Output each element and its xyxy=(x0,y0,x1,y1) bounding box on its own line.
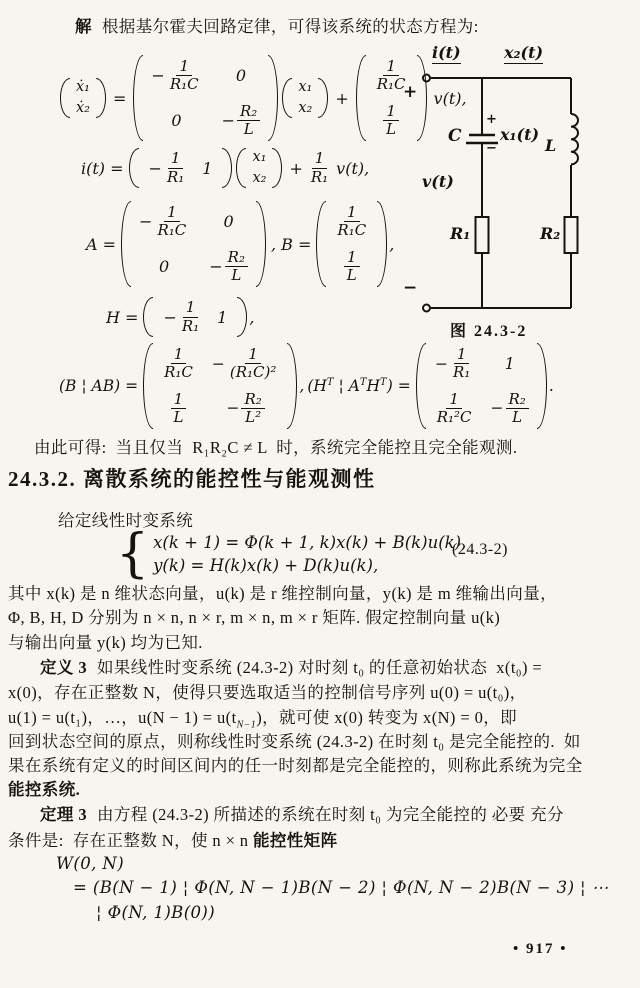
output-equation xyxy=(78,145,369,191)
theorem3-line1: 定理 3 由方程 (24.3-2) 所描述的系统在时刻 t₀ 为完全能控的 必要 充分 xyxy=(40,805,564,824)
comma: , xyxy=(249,307,255,327)
right-paren xyxy=(272,148,282,187)
definition3-line2: x(0)，存在正整数 N，使得只要选取适当的控制信号序列 u(0) = u(t₀)， xyxy=(8,683,527,702)
b-vector xyxy=(316,201,387,287)
definition3-line6: 能控系统. xyxy=(8,780,81,799)
vt-suffix: v(t), xyxy=(336,158,370,178)
ctrb-matrix xyxy=(143,343,297,429)
resistor-r1-body xyxy=(476,217,489,253)
b2-fraction: $\frac{1}{L}$ xyxy=(344,249,360,285)
left-paren xyxy=(121,201,131,287)
right-paren xyxy=(237,297,247,337)
a12-cell: 0 xyxy=(235,66,247,86)
plus-sign: + xyxy=(335,88,349,108)
resistor-r2-label: R₂ xyxy=(540,224,561,243)
capacitor-plus: + xyxy=(486,112,497,127)
h-equation xyxy=(103,294,254,340)
inductor-label: L xyxy=(545,136,557,155)
n11-cell: − $\frac{1}{\text{R₁}}$ xyxy=(434,345,471,382)
m21-fraction: $\frac{1}{L}$ xyxy=(170,391,186,427)
left-paren xyxy=(133,55,143,141)
figure-caption: 图 24.3-2 xyxy=(450,323,528,340)
a12-cell: 0 xyxy=(223,212,234,232)
left-paren xyxy=(143,343,153,429)
dims-line3: 与输出向量 y(k) 均为已知. xyxy=(8,633,203,652)
given-line: 给定线性时变系统 xyxy=(58,511,194,530)
solution-paragraph xyxy=(75,16,479,37)
theorem3-term: 定理 3 xyxy=(40,805,87,824)
n21-fraction: $\frac{1}{\text{R₁²C}}$ xyxy=(436,389,472,426)
xdot-vector xyxy=(60,78,106,117)
equals-sign: = xyxy=(113,88,127,108)
subscript-n-minus-1: N−1 xyxy=(236,719,257,731)
it-lhs: i(t) = xyxy=(81,158,124,178)
h-row-vector xyxy=(143,297,247,337)
a-matrix xyxy=(133,55,278,141)
left-paren xyxy=(356,55,366,141)
ctrb-obsv-equation xyxy=(56,342,554,430)
system-line2: y(k) = H(k)x(k) + D(k)u(k), xyxy=(153,556,379,575)
right-paren xyxy=(287,343,297,429)
b1-fraction: $\frac{1}{\text{R₁C}}$ xyxy=(376,57,406,94)
terminal-bottom xyxy=(423,305,430,312)
equation-number: (24.3-2) xyxy=(452,541,508,558)
w-equation-lhs: W(0, N) xyxy=(56,854,125,873)
right-paren xyxy=(256,201,266,287)
a-label: A = xyxy=(86,234,117,254)
solution-label: 解 xyxy=(75,17,92,36)
capacitor-label: C xyxy=(448,126,462,146)
n22-cell: − $\frac{\text{R₂}}{L}$ xyxy=(491,391,529,427)
w-equation-line2: = (B(N − 1) ¦ Φ(N, N − 1)B(N − 2) ¦ Φ(N, N − 2)B(N − 3) ¦ ⋯ xyxy=(73,878,609,897)
terminal-top xyxy=(423,75,430,82)
definition3-line4: 回到状态空间的原点，则称线性时变系统 (24.3-2) 在时刻 t₀ 是完全能控的. 如 xyxy=(8,732,581,751)
a21-cell: 0 xyxy=(159,256,170,276)
dims-line2: Φ, B, H, D 分别为 n × n, n × r, m × n, m × r 矩阵. 假定控制向量 u(k) xyxy=(8,608,501,627)
current-label: i(t) xyxy=(432,43,461,62)
system-24-3-2 xyxy=(116,528,466,580)
a21-cell: 0 xyxy=(171,110,182,130)
section-heading: 24.3.2. 离散系统的能控性与能观测性 xyxy=(8,467,376,491)
minus-polarity: − xyxy=(403,278,418,298)
b1-fraction: $\frac{1}{\text{R₁C}}$ xyxy=(337,203,367,240)
conclusion-line: 由此可得: 当且仅当 R₁R₂C ≠ L 时，系统完全能控且完全能观测. xyxy=(34,438,518,457)
left-paren xyxy=(236,148,246,187)
m11-fraction: $\frac{1}{\text{R₁C}}$ xyxy=(164,345,193,382)
d-fraction: $\frac{1}{\text{R₁}}$ xyxy=(310,149,329,186)
a22-cell: − $\frac{\text{R₂}}{L}$ xyxy=(209,249,248,285)
comma: , xyxy=(389,234,395,254)
right-paren xyxy=(222,148,232,188)
source-voltage-label: v(t) xyxy=(422,172,454,191)
figure-24-3-2 xyxy=(400,40,638,340)
h1-cell: − $\frac{1}{\text{R₁}}$ xyxy=(163,298,200,335)
plus-polarity: + xyxy=(403,82,418,102)
x2: x₂ xyxy=(298,100,313,116)
page-number: • 917 • xyxy=(513,941,568,957)
w-equation-line3: ¦ Φ(N, 1)B(0)) xyxy=(96,903,216,922)
plus-sign: + xyxy=(289,158,303,178)
h-lhs: H = xyxy=(106,307,139,327)
right-paren xyxy=(96,78,106,117)
a11-cell: − $\frac{1}{\text{R₁C}}$ xyxy=(151,57,199,94)
x1: x₁ xyxy=(298,79,313,96)
m12-cell: − $\frac{1}{\text{(R₁C)²}}$ xyxy=(211,345,277,382)
m22-cell: − $\frac{\text{R₂}}{\text{L²}}$ xyxy=(226,391,264,427)
x2-state-label: x₂(t) xyxy=(504,43,544,62)
xdot1: ẋ₁ xyxy=(76,79,90,96)
left-paren xyxy=(129,148,139,188)
obsv-matrix xyxy=(416,343,547,429)
right-paren xyxy=(318,78,328,117)
h2-cell: 1 xyxy=(217,307,228,327)
resistor-r1-label: R₁ xyxy=(450,224,471,243)
dims-line1: 其中 x(k) 是 n 维状态向量，u(k) 是 r 维控制向量，y(k) 是 m 维输出向量， xyxy=(8,584,557,603)
h-row-vector xyxy=(129,148,233,188)
capacitor-minus: − xyxy=(486,141,497,156)
right-paren xyxy=(537,343,547,429)
a22-cell: − $\frac{\text{R₂}}{L}$ xyxy=(222,103,261,139)
obsv-label: ($H^T$ ¦ $A^TH^T$) = xyxy=(307,376,411,396)
left-paren xyxy=(143,297,153,337)
comma: , xyxy=(299,377,305,395)
b-label: , B = xyxy=(270,234,312,254)
ctrb-matrix-term: 能控性矩阵 xyxy=(252,831,338,850)
x1-state-label: x₁(t) xyxy=(500,125,540,144)
left-paren xyxy=(416,343,426,429)
xdot2: ẋ₂ xyxy=(76,100,90,116)
inductor-coil xyxy=(571,114,578,164)
resistor-r2-body xyxy=(565,217,578,253)
left-brace xyxy=(116,528,149,580)
left-paren xyxy=(282,78,292,117)
h2-cell: 1 xyxy=(202,158,213,178)
x2: x₂ xyxy=(252,170,267,186)
right-paren xyxy=(377,201,387,287)
b2-fraction: $\frac{1}{L}$ xyxy=(383,103,399,139)
a11-cell: − $\frac{1}{\text{R₁C}}$ xyxy=(139,203,187,240)
right-paren xyxy=(268,55,278,141)
system-line1: x(k + 1) = Φ(k + 1, k)x(k) + B(k)u(k), xyxy=(153,533,467,552)
ab-matrix-equation xyxy=(83,196,394,292)
left-paren xyxy=(316,201,326,287)
period: . xyxy=(548,377,554,395)
definition3-term: 定义 3 xyxy=(40,658,87,677)
definition3-line3: u(1) = u(t₁)，…，$u(N - 1) = u(t_{N-1})$，就可使 x(0) 转变为 x(N) = 0，即 xyxy=(8,708,518,731)
theorem3-line2: 条件是: 存在正整数 N，使 n × n 能控性矩阵 xyxy=(8,831,338,850)
x-vector xyxy=(282,78,328,117)
h1-cell: − $\frac{1}{\text{R₁}}$ xyxy=(148,149,185,186)
solution-text: 根据基尔霍夫回路定律，可得该系统的状态方程为: xyxy=(101,17,479,36)
x1: x₁ xyxy=(252,149,267,166)
bab-label: (B ¦ AB) = xyxy=(59,377,139,395)
left-paren xyxy=(60,78,70,117)
vt-suffix: v(t), xyxy=(433,88,467,108)
a-matrix xyxy=(121,201,266,287)
n12-cell: 1 xyxy=(504,354,515,373)
definition3-line5: 果在系统有定义的时间区间内的任一时刻都是完全能控的，则称此系统为完全 xyxy=(8,756,583,775)
x-vector xyxy=(236,148,282,187)
definition3-line1: 定义 3 如果线性时变系统 (24.3-2) 对时刻 t₀ 的任意初始状态 x(t₀) = xyxy=(40,658,543,677)
